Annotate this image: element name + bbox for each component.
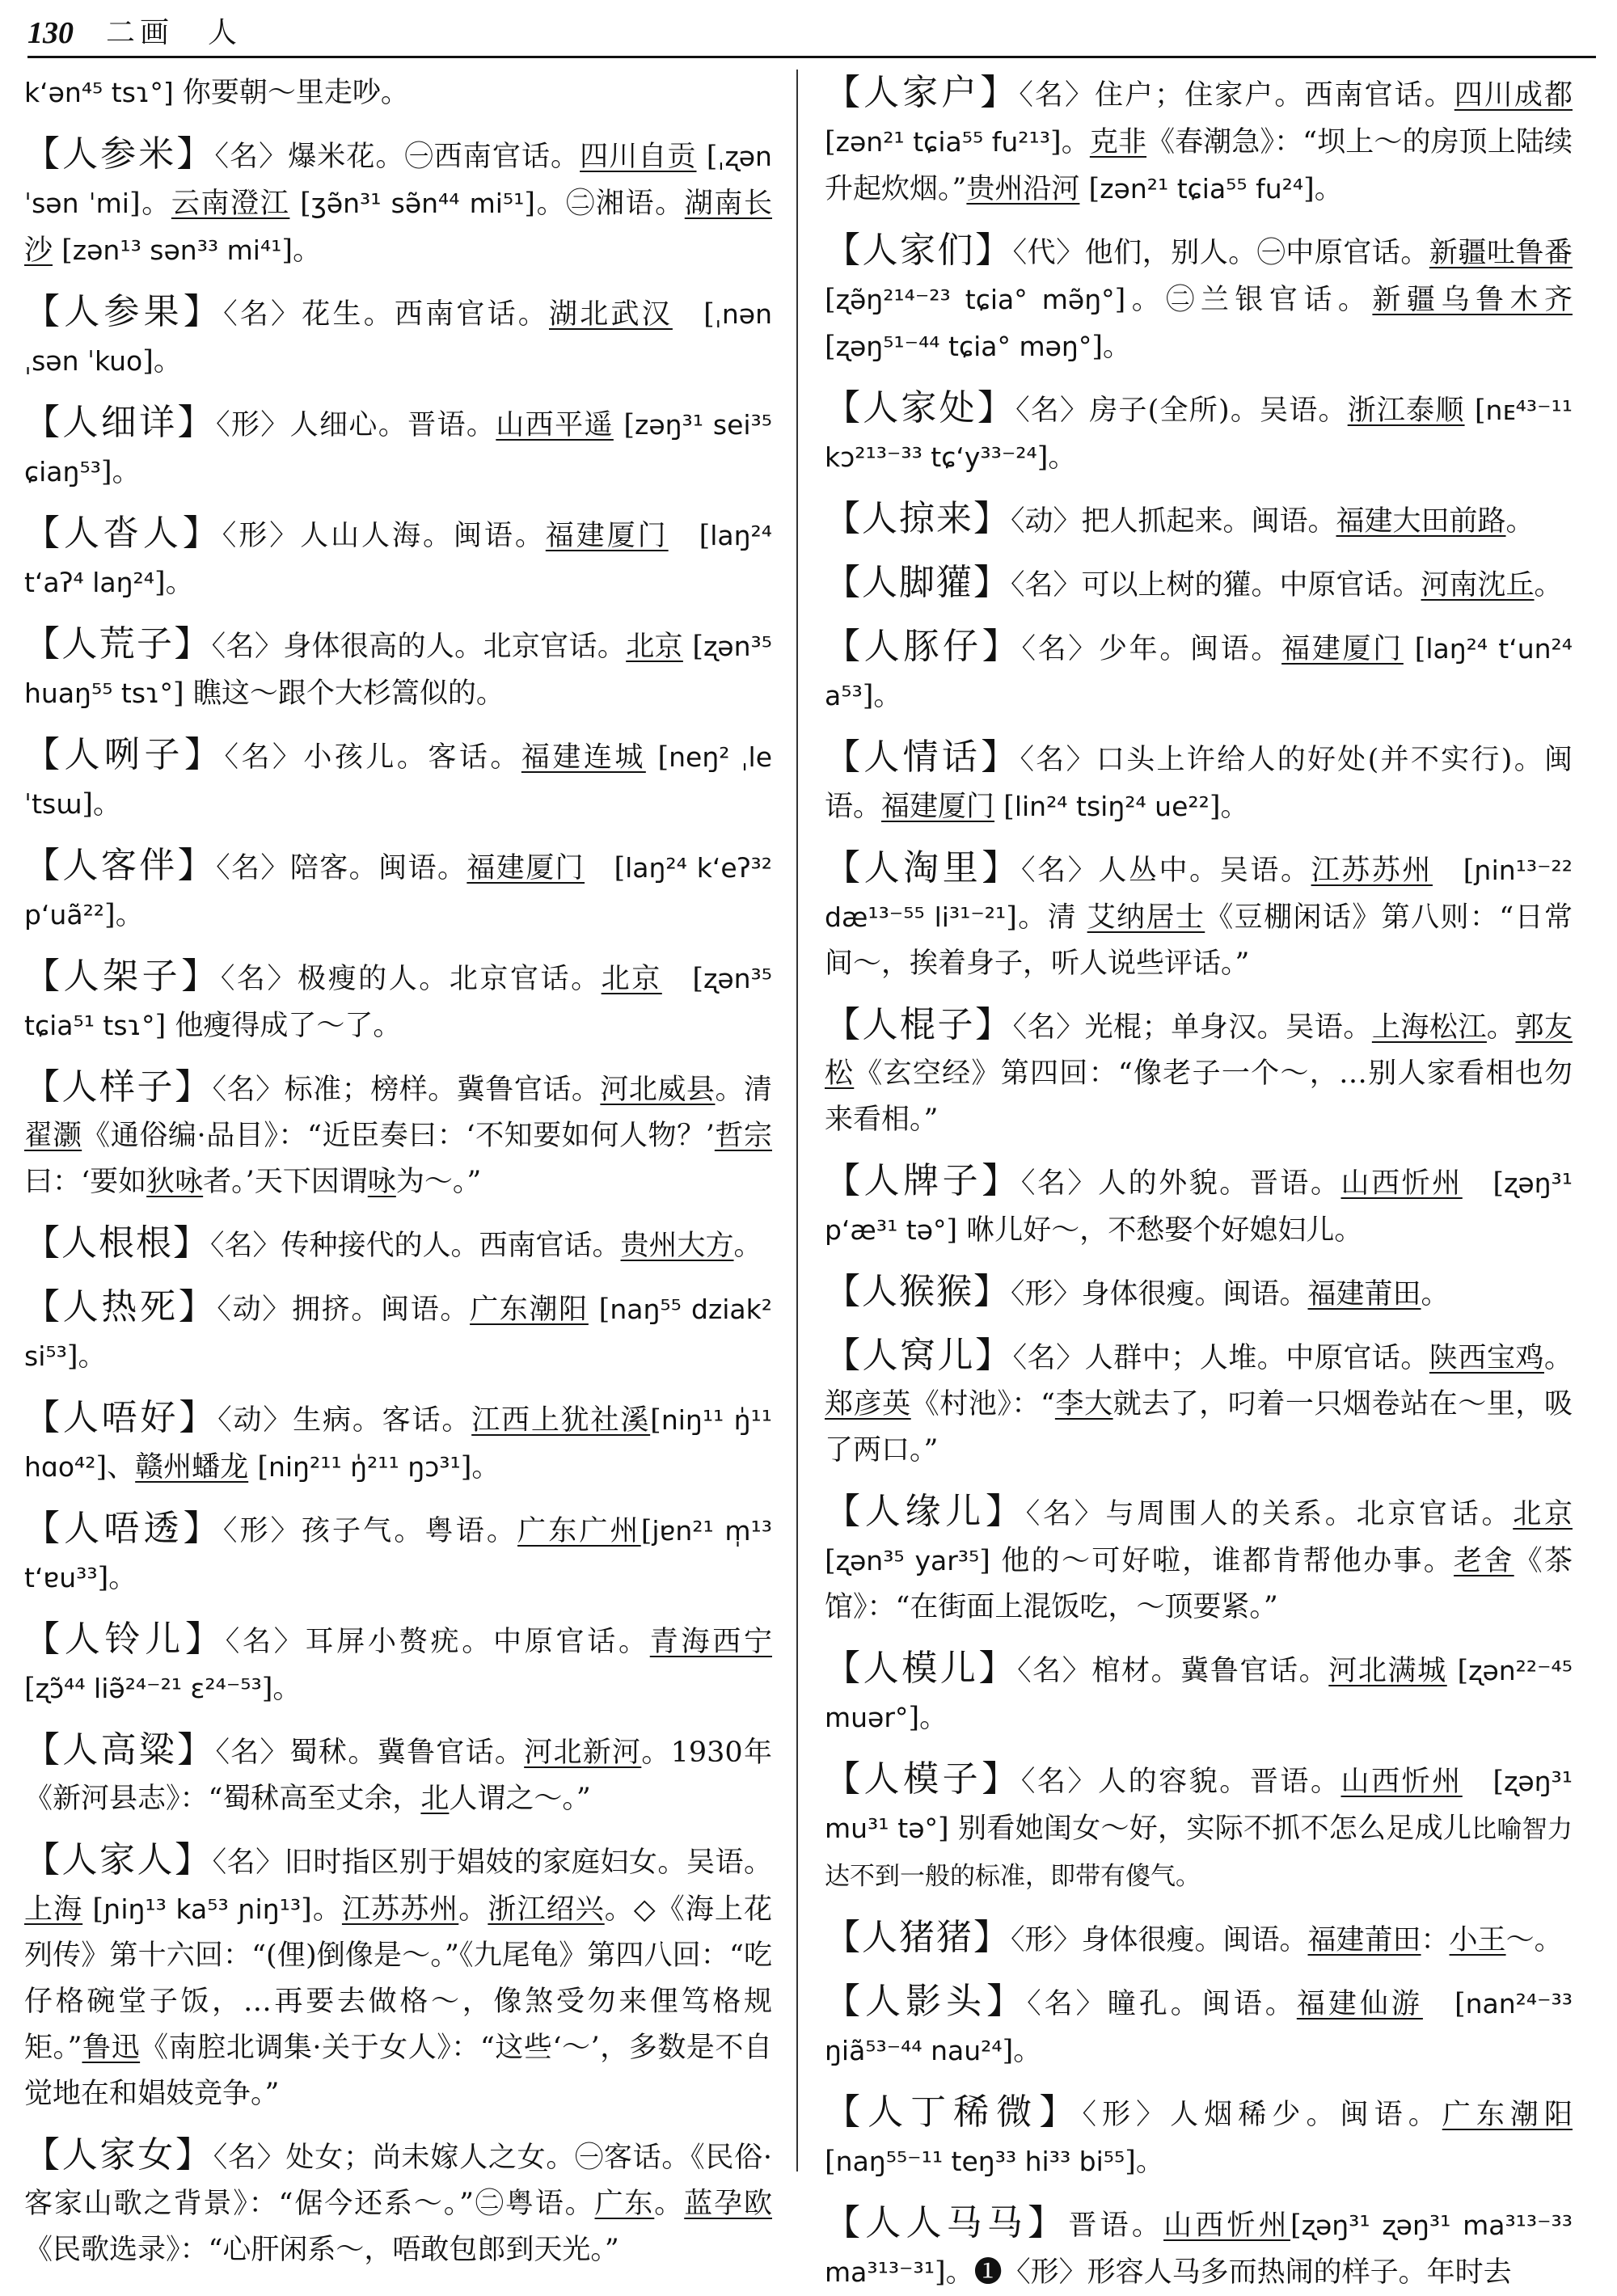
definition-text: 《春潮急》：“坝上～的房顶上陆续升起炊烟。” xyxy=(825,126,1573,205)
headword: 【人家户】 xyxy=(825,72,1020,113)
definition-text: 。◇《海上花列传》第十六回：“(俚)倒像是～。”《九尾龟》第四八回：“吃仔格碗堂子饭，…再要去做格～，像煞受勿来俚笃格规矩。” xyxy=(24,1893,772,2064)
place-name: 福建莆田 xyxy=(1307,1278,1421,1310)
definition-text: ]。 xyxy=(66,1340,107,1373)
place-name: 江西上犹社溪 xyxy=(471,1404,651,1437)
ipa-transcription: niŋ¹¹ ŋ̍¹¹ hɑo⁴² xyxy=(24,1404,772,1483)
definition-text: 〈名〉标准；榜样。冀鲁官话。 xyxy=(212,1074,601,1106)
place-name: 北 xyxy=(420,1783,450,1815)
definition-text: 〈动〉拥挤。闽语。 xyxy=(217,1294,471,1326)
definition-text: 为～。” xyxy=(395,1166,482,1198)
definition-text: 〈动〉生病。客话。 xyxy=(217,1404,472,1437)
place-name: 蓝孕欧 xyxy=(684,2188,772,2220)
definition-text: ]。 xyxy=(281,234,322,267)
headword: 【人窝儿】 xyxy=(825,1335,1013,1376)
headword: 【人参果】 xyxy=(24,291,224,332)
ipa-transcription: ʐəŋ³¹ ʐəŋ³¹ ma³¹³⁻³³ ma³¹³⁻³¹ xyxy=(825,2209,1573,2288)
ipa-transcription: ʐəŋ³¹ mu³¹ tə° xyxy=(825,1766,1573,1844)
definition-text: 〈名〉与周围人的关系。北京官话。 xyxy=(1025,1498,1514,1530)
place-name: 山西忻州 xyxy=(1340,1167,1463,1200)
headword: 【人根根】 xyxy=(24,1222,210,1264)
place-name: 青海西宁 xyxy=(649,1626,772,1658)
headword: 【人架子】 xyxy=(24,956,221,997)
dictionary-entry xyxy=(24,399,772,496)
definition-text: [ xyxy=(1290,2209,1302,2242)
definition-text: [ xyxy=(1422,1988,1466,2020)
definition-text: ] 他的～可好啦，谁都肯帮他办事。 xyxy=(979,1545,1454,1577)
small-note: 比喻智力达不到一般的标准，即带有傻气。 xyxy=(825,1815,1573,1891)
definition-text: 《通俗编·品目》：“近臣奏曰：‘不知要如何人物？’ xyxy=(82,1120,715,1152)
headword: 【人咧子】 xyxy=(24,734,225,775)
place-name: 上海松江 xyxy=(1371,1011,1487,1044)
headword: 【人模儿】 xyxy=(825,1648,1018,1689)
definition-text: ]。 xyxy=(908,1702,948,1734)
definition-text: ]。 xyxy=(100,456,141,488)
definition-text: [ xyxy=(825,126,836,158)
definition-text: 《民歌选录》：“心肝闲系～，唔敢包郎到天光。” xyxy=(24,2234,619,2266)
place-name: 四川成都 xyxy=(1454,79,1573,112)
definition-text: 〈名〉小孩儿。客话。 xyxy=(224,741,521,774)
definition-text: 〈名〉口头上许给人的好处(并不实行)。闽语。 xyxy=(825,744,1573,823)
dictionary-entry xyxy=(825,2200,1573,2296)
definition-text: 〈形〉人山人海。闽语。 xyxy=(222,520,546,552)
definition-text: [ xyxy=(613,409,635,441)
definition-text: ] 别看她闺女～好，实际不抓不怎么足成儿 xyxy=(938,1813,1472,1845)
definition-text: 〈名〉极瘦的人。北京官话。 xyxy=(220,963,602,995)
place-name: 浙江泰顺 xyxy=(1347,395,1465,427)
definition-text: [ xyxy=(82,1893,104,1926)
definition-text: 〈代〉他们，别人。㊀中原官话。 xyxy=(1012,237,1429,269)
place-name: 福建仙游 xyxy=(1296,1988,1423,2020)
right-column xyxy=(825,70,1573,2289)
definition-text: 〈名〉旧时指区别于娼妓的家庭妇女。吴语。 xyxy=(212,1847,772,1879)
dictionary-entry xyxy=(825,385,1573,481)
page-number: 130 xyxy=(27,16,74,50)
definition-text: [ xyxy=(1464,395,1486,427)
definition-text: 人谓之～。” xyxy=(449,1783,591,1815)
headword: 【人豚仔】 xyxy=(825,626,1022,667)
definition-text: 。 xyxy=(1421,1278,1450,1310)
headword: 【人样子】 xyxy=(24,1066,213,1108)
definition-text: [ xyxy=(682,631,703,663)
definition-text: [ xyxy=(289,188,311,220)
headword: 【人细详】 xyxy=(24,402,216,443)
dictionary-entry xyxy=(825,2089,1573,2185)
place-name: 翟灏 xyxy=(24,1120,82,1152)
dictionary-entry xyxy=(825,559,1573,609)
place-name: 广东 xyxy=(594,2188,655,2220)
section-title: 二画 人 xyxy=(106,16,243,49)
ipa-transcription: jɐn²¹ m̩¹³ t‘ɐu³³ xyxy=(24,1515,772,1593)
headword: 【人荒子】 xyxy=(24,623,212,665)
definition-text: 〈形〉身体很瘦。闽语。 xyxy=(1011,1924,1308,1956)
definition-text: 就去了，叼着一只烟卷站在～里，吸了两口。” xyxy=(825,1388,1573,1467)
definition-text: [ xyxy=(661,963,703,995)
place-name: 克非 xyxy=(1089,126,1147,158)
definition-text: ]。 xyxy=(1209,791,1249,823)
place-name: 山西平遥 xyxy=(496,409,614,441)
place-name: 哲宗 xyxy=(714,1120,772,1152)
definition-text: ： xyxy=(1421,1924,1450,1956)
dictionary-entry xyxy=(825,1158,1573,1254)
headword: 【人情话】 xyxy=(825,736,1020,778)
definition-text: 〈名〉住户；住家户。西南官话。 xyxy=(1019,79,1454,112)
dictionary-entry xyxy=(825,1332,1573,1474)
dictionary-entry xyxy=(24,510,772,606)
dictionary-entry xyxy=(24,1220,772,1269)
dictionary-entry xyxy=(24,953,772,1049)
dictionary-entry xyxy=(825,496,1573,545)
dictionary-entry xyxy=(24,1395,772,1491)
place-name: 江苏苏州 xyxy=(341,1893,459,1926)
definition-text: ]。㊁湘语。 xyxy=(524,188,685,220)
ipa-transcription: ˌʐən ˈsən ˈmi xyxy=(24,141,772,219)
ipa-transcription: ʐən³⁵ tɕia⁵¹ tsɿ° xyxy=(24,963,772,1041)
ipa-transcription: niŋ²¹¹ ŋ̍²¹¹ ŋɔ³¹ xyxy=(268,1451,461,1483)
headword: 【人热死】 xyxy=(24,1286,217,1327)
definition-text: [ xyxy=(645,741,669,774)
definition-text: 〈名〉人的外貌。晋语。 xyxy=(1020,1167,1341,1200)
definition-text: 〈形〉人细心。晋语。 xyxy=(215,409,496,441)
definition-text: [ xyxy=(825,1545,836,1577)
dictionary-entry xyxy=(24,1837,772,2117)
definition-text: 《南腔北调集·关于女人》：“这些‘～’，多数是不自觉地在和娼妓竞争。” xyxy=(24,2032,772,2110)
place-name: 上海 xyxy=(24,1893,83,1926)
place-name: 福建连城 xyxy=(521,741,646,774)
definition-text: ]。 xyxy=(1125,2146,1164,2178)
definition-text: 。1930年《新河县志》：“蜀秫高至丈余， xyxy=(24,1737,772,1815)
dictionary-entry xyxy=(24,2132,772,2273)
dictionary-entry xyxy=(24,1727,772,1822)
definition-text: 〈形〉身体很瘦。闽语。 xyxy=(1011,1278,1308,1310)
ipa-transcription: laŋ²⁴ t‘aʔ⁴ laŋ²⁴ xyxy=(24,520,773,598)
definition-text: 。 xyxy=(1534,569,1563,601)
definition-text: 〈名〉身体很高的人。北京官话。 xyxy=(211,631,627,663)
dictionary-entry xyxy=(825,1268,1573,1318)
place-name: 狄咏 xyxy=(146,1166,204,1198)
headword: 【人参米】 xyxy=(24,133,215,175)
place-name: 贵州大方 xyxy=(620,1230,734,1262)
definition-text: [ xyxy=(994,791,1015,823)
dictionary-entry xyxy=(24,131,772,274)
place-name: 山西忻州 xyxy=(1340,1766,1463,1798)
definition-text: 〈形〉人烟稀少。闽语。 xyxy=(1082,2099,1442,2131)
definition-text: 。清 xyxy=(715,1074,772,1106)
definition-text: ]。 xyxy=(142,345,182,378)
place-name: 河南沈丘 xyxy=(1421,569,1535,601)
definition-text: ]。 xyxy=(1036,441,1077,474)
definition-text: [ xyxy=(668,520,711,552)
definition-text: 〈名〉棺材。冀鲁官话。 xyxy=(1017,1655,1329,1687)
place-name: 山西忻州 xyxy=(1163,2209,1290,2242)
definition-text: 〈名〉花生。西南官话。 xyxy=(223,298,550,331)
definition-text: 〈名〉少年。闽语。 xyxy=(1021,633,1282,665)
place-name: 北京 xyxy=(626,631,683,663)
dictionary-entry xyxy=(825,623,1573,720)
definition-text: [ xyxy=(650,1404,661,1437)
ipa-transcription: zən²¹ tɕia⁵⁵ fu²¹³ xyxy=(835,126,1050,158)
definition-text: 。 xyxy=(1486,1011,1516,1044)
definition-text: 《玄空经》第四回：“像老子一个～，…别人家看相也勿来看相。” xyxy=(825,1057,1573,1136)
dictionary-entry xyxy=(825,845,1573,987)
definition-text: 《村池》：“ xyxy=(910,1388,1055,1420)
dictionary-entry xyxy=(825,734,1573,830)
place-name: 广东潮阳 xyxy=(470,1294,589,1326)
place-name: 湖北武汉 xyxy=(549,298,673,331)
definition-text: ]。 xyxy=(129,188,171,220)
headword: 【人丁稀微】 xyxy=(825,2091,1083,2133)
headword: 【人掠来】 xyxy=(825,498,1011,539)
dictionary-entry xyxy=(24,1616,772,1712)
place-name: 咏 xyxy=(367,1166,396,1198)
definition-text: ]。㊁兰银官话。 xyxy=(1114,284,1373,316)
ipa-transcription: k‘ən⁴⁵ tsɿ°] xyxy=(24,77,174,108)
left-column xyxy=(24,70,773,2266)
headword: 【人家们】 xyxy=(825,230,1013,271)
definition-text: 〈名〉爆米花。㊀西南官话。 xyxy=(214,141,581,173)
dictionary-entry xyxy=(825,1978,1573,2074)
dictionary-entry xyxy=(825,1756,1573,1900)
definition-text: 〈名〉陪客。闽语。 xyxy=(216,852,467,884)
definition-text: 〈名〉蜀秫。冀鲁官话。 xyxy=(215,1737,525,1769)
dictionary-entry xyxy=(24,1505,772,1602)
definition-text: ]。清 xyxy=(1006,901,1087,934)
definition-text: ]。 xyxy=(154,567,194,599)
place-name: 北京 xyxy=(601,963,662,995)
place-name: 福建厦门 xyxy=(1281,633,1404,665)
place-name: 福建厦门 xyxy=(467,852,585,884)
headword: 【人猪猪】 xyxy=(825,1917,1011,1958)
dictionary-entry xyxy=(24,732,772,828)
definition-text: [ xyxy=(53,234,73,267)
ipa-transcription: ʐə̃ŋ²¹⁴⁻²³ tɕia° mə̃ŋ° xyxy=(835,284,1115,315)
headword: 【人家女】 xyxy=(24,2134,213,2176)
definition-text: [ xyxy=(672,298,715,331)
definition-text: ]。 xyxy=(97,1562,137,1594)
ipa-transcription: ʐən³⁵ huaŋ⁵⁵ tsɿ° xyxy=(24,631,772,709)
place-name: 李大 xyxy=(1054,1388,1113,1420)
definition-text: [ xyxy=(1462,1167,1504,1200)
definition-text: 。 xyxy=(458,1893,488,1926)
place-name: 郭友松 xyxy=(825,1011,1573,1090)
definition-text: [ xyxy=(696,141,718,173)
ipa-transcription: ʐən²²⁻⁴⁵ muər° xyxy=(825,1655,1573,1733)
place-name: 福建厦门 xyxy=(545,520,669,552)
place-name: 河北新河 xyxy=(524,1737,642,1769)
dictionary-entry xyxy=(24,1284,772,1380)
column-divider xyxy=(796,70,798,2171)
dictionary-entry xyxy=(825,1645,1573,1741)
dictionary-entry xyxy=(825,70,1573,213)
place-name: 郑彦英 xyxy=(825,1388,911,1420)
definition-text: [ xyxy=(825,331,836,363)
definition-text: 〈动〉把人抓起来。闽语。 xyxy=(1011,505,1336,538)
place-name: 云南澄江 xyxy=(171,188,290,220)
headword: 【人猴猴】 xyxy=(825,1271,1011,1312)
ipa-transcription: naŋ⁵⁵ dziak² si⁵³ xyxy=(24,1294,772,1372)
definition-text: 〈名〉传种接代的人。西南官话。 xyxy=(210,1230,621,1262)
ipa-transcription: laŋ²⁴ k‘eʔ³² p‘uã²² xyxy=(24,852,772,931)
place-name: 小王 xyxy=(1449,1924,1506,1956)
headword: 【人铃儿】 xyxy=(24,1619,226,1660)
dictionary-entry xyxy=(24,621,772,717)
definition-text: 《茶馆》：“在街面上混饭吃，～顶要紧。” xyxy=(825,1545,1573,1623)
ipa-transcription: ɲin¹³⁻²² dæ¹³⁻⁵⁵ li³¹⁻²¹ xyxy=(825,855,1573,933)
headword: 【人唔透】 xyxy=(24,1508,223,1549)
place-name: 浙江绍兴 xyxy=(488,1893,605,1926)
headword: 【人客伴】 xyxy=(24,845,217,886)
definition-text: [ xyxy=(1079,173,1100,205)
ipa-transcription: ʐəŋ⁵¹⁻⁴⁴ tɕia° məŋ° xyxy=(835,331,1092,362)
definition-text: 〈名〉人丛中。吴语。 xyxy=(1021,855,1311,887)
headword: 【人影头】 xyxy=(825,1981,1028,2022)
ipa-transcription: ʒə̃n³¹ sə̃n⁴⁴ mi⁵¹ xyxy=(310,188,525,219)
ipa-transcription: zən¹³ sən³³ mi⁴¹ xyxy=(72,234,282,266)
definition-text: ]。 xyxy=(1002,2035,1042,2067)
definition-text: ]。 xyxy=(261,1673,302,1705)
definition-text: 〈名〉可以上树的獾。中原官话。 xyxy=(1011,569,1421,601)
place-name: 河北满城 xyxy=(1328,1655,1447,1687)
place-name: 鲁迅 xyxy=(82,2032,141,2064)
definition-text: 〈名〉人的容貌。晋语。 xyxy=(1020,1766,1341,1798)
definition-text: 。 xyxy=(733,1230,762,1262)
definition-text: 。 xyxy=(1543,1342,1573,1374)
definition-text: 者。’天下因谓 xyxy=(203,1166,368,1198)
definition-text: [ xyxy=(1403,633,1426,665)
ipa-transcription: lin²⁴ tsiŋ²⁴ ue²² xyxy=(1014,791,1210,822)
definition-text: ]。 xyxy=(1050,126,1090,158)
definition-text: ～。 xyxy=(1505,1924,1563,1956)
definition-text: [ xyxy=(1462,1766,1504,1798)
place-name: 广东潮阳 xyxy=(1442,2099,1573,2131)
headword: 【人人马马】 xyxy=(825,2202,1069,2243)
ipa-transcription: ʐən³⁵ yar³⁵ xyxy=(835,1545,980,1576)
headword: 【人淘里】 xyxy=(825,847,1022,888)
definition-text: 〈名〉人群中；人堆。中原官话。 xyxy=(1012,1342,1429,1374)
headword: 【人模子】 xyxy=(825,1758,1021,1800)
definition-text: ]。❶〈形〉形容人马多而热闹的样子。年时去 xyxy=(934,2256,1512,2289)
place-name: 陕西宝鸡 xyxy=(1429,1342,1544,1374)
place-name: 老舍 xyxy=(1454,1545,1514,1577)
dictionary-entry xyxy=(825,227,1573,370)
definition-text: [ xyxy=(825,284,836,316)
place-name: 江苏苏州 xyxy=(1311,855,1433,887)
definition-text: ]。 xyxy=(1091,331,1132,363)
ipa-transcription: laŋ²⁴ t‘un²⁴ a⁵³ xyxy=(825,633,1573,711)
ipa-transcription: ʐɔ̃⁴⁴ liə̃²⁴⁻²¹ ɛ²⁴⁻⁵³ xyxy=(35,1673,262,1704)
definition-text: ]。 xyxy=(1303,173,1343,205)
definition-text: ]。 xyxy=(301,1893,342,1926)
place-name: 四川自贡 xyxy=(580,141,697,173)
definition-text: [ xyxy=(588,1294,610,1326)
place-name: 艾纳居士 xyxy=(1087,901,1205,934)
definition-text: [ xyxy=(825,2146,836,2178)
dictionary-entry xyxy=(24,70,772,116)
definition-text: 曰：‘要如 xyxy=(24,1166,147,1198)
headword: 【人唔好】 xyxy=(24,1397,218,1438)
place-name: 新疆乌鲁木齐 xyxy=(1372,284,1573,316)
place-name: 新疆吐鲁番 xyxy=(1429,237,1573,269)
definition-text: 〈形〉孩子气。粤语。 xyxy=(222,1515,518,1547)
dictionary-entry xyxy=(24,289,772,385)
ipa-transcription: ˌnən ˌsən ˈkuo xyxy=(24,298,772,377)
headword: 【人棍子】 xyxy=(825,1004,1013,1045)
definition-text: ] 咻儿好～，不愁娶个好媳妇儿。 xyxy=(946,1214,1363,1247)
definition-text: 你要朝～里走吵。 xyxy=(173,77,409,109)
definition-text: [ xyxy=(585,852,626,884)
ipa-transcription: nan²⁴⁻³³ ŋiã⁵³⁻⁴⁴ nau²⁴ xyxy=(825,1988,1573,2066)
headword: 【人家人】 xyxy=(24,1839,213,1880)
dictionary-entry xyxy=(825,1914,1573,1964)
definition-text: [ xyxy=(1446,1655,1469,1687)
definition-text: ] 瞧这～跟个大杉篙似的。 xyxy=(173,677,505,710)
definition-text: [ xyxy=(640,1515,652,1547)
dictionary-entry xyxy=(825,1002,1573,1143)
ipa-transcription: nᴇ⁴³⁻¹¹ kɔ²¹³⁻³³ tɕ‘y³³⁻²⁴ xyxy=(825,395,1573,473)
dictionary-entry xyxy=(24,1064,772,1205)
definition-text: 〈名〉处女；尚未嫁人之女。㊀客话。《民俗·客家山歌之背景》：“倨今还系～。”㊁粤语。 xyxy=(24,2142,772,2220)
definition-text: 〈名〉瞳孔。闽语。 xyxy=(1027,1988,1297,2020)
ipa-transcription: zən²¹ tɕia⁵⁵ fu²⁴ xyxy=(1100,173,1304,205)
place-name: 河北威县 xyxy=(600,1074,716,1106)
ipa-transcription: ɲiŋ¹³ ka⁵³ ɲiŋ¹³ xyxy=(103,1893,302,1925)
headword: 【人家处】 xyxy=(825,387,1016,428)
definition-text: ] 他瘦得成了～了。 xyxy=(154,1010,402,1042)
place-name: 广东广州 xyxy=(517,1515,641,1547)
place-name: 福建莆田 xyxy=(1307,1924,1421,1956)
definition-text: ]。 xyxy=(862,680,902,712)
headword: 【人脚獾】 xyxy=(825,562,1011,603)
page-header xyxy=(27,16,1596,58)
dictionary-entry xyxy=(825,1488,1573,1631)
place-name: 湖南长沙 xyxy=(24,188,773,267)
definition-text: 〈名〉房子(全所)。吴语。 xyxy=(1015,395,1348,427)
place-name: 贵州沿河 xyxy=(966,173,1080,205)
place-name: 赣州蟠龙 xyxy=(135,1451,249,1484)
definition-text: ]。 xyxy=(104,899,144,931)
definition-text: 〈名〉光棍；单身汉。吴语。 xyxy=(1012,1011,1372,1044)
place-name: 福建厦门 xyxy=(881,791,995,823)
headword: 【人高粱】 xyxy=(24,1729,216,1771)
place-name: 福建大田前路 xyxy=(1336,505,1506,538)
dictionary-entry xyxy=(24,842,772,939)
definition-text: [ xyxy=(24,1673,36,1705)
definition-text: 《豆棚闲话》第八则：“日常间～，挨着身子，听人说些评话。” xyxy=(825,901,1573,980)
place-name: 北京 xyxy=(1513,1498,1573,1530)
headword: 【人牌子】 xyxy=(825,1160,1021,1201)
ipa-transcription: ʐəŋ³¹ p‘æ³¹ tə° xyxy=(825,1167,1573,1246)
ipa-transcription: zəŋ³¹ sei³⁵ ɕiaŋ⁵³ xyxy=(24,409,773,487)
definition-text: ]、 xyxy=(95,1451,136,1484)
ipa-transcription: neŋ² ˌle ˈtsɯ xyxy=(24,741,772,820)
ipa-transcription: naŋ⁵⁵⁻¹¹ teŋ³³ hi³³ bi⁵⁵ xyxy=(835,2146,1125,2177)
definition-text: [ xyxy=(248,1451,268,1484)
definition-text: ]。 xyxy=(460,1451,500,1484)
headword: 【人沓人】 xyxy=(24,513,222,554)
definition-text: 。 xyxy=(1505,505,1535,538)
definition-text: 晋语。 xyxy=(1068,2209,1164,2242)
definition-text: ]。 xyxy=(82,788,122,821)
definition-text: 。 xyxy=(654,2188,685,2220)
definition-text: [ xyxy=(1432,855,1475,887)
headword: 【人缘儿】 xyxy=(825,1491,1026,1532)
definition-text: 〈名〉耳屏小赘疣。中原官话。 xyxy=(225,1626,650,1658)
